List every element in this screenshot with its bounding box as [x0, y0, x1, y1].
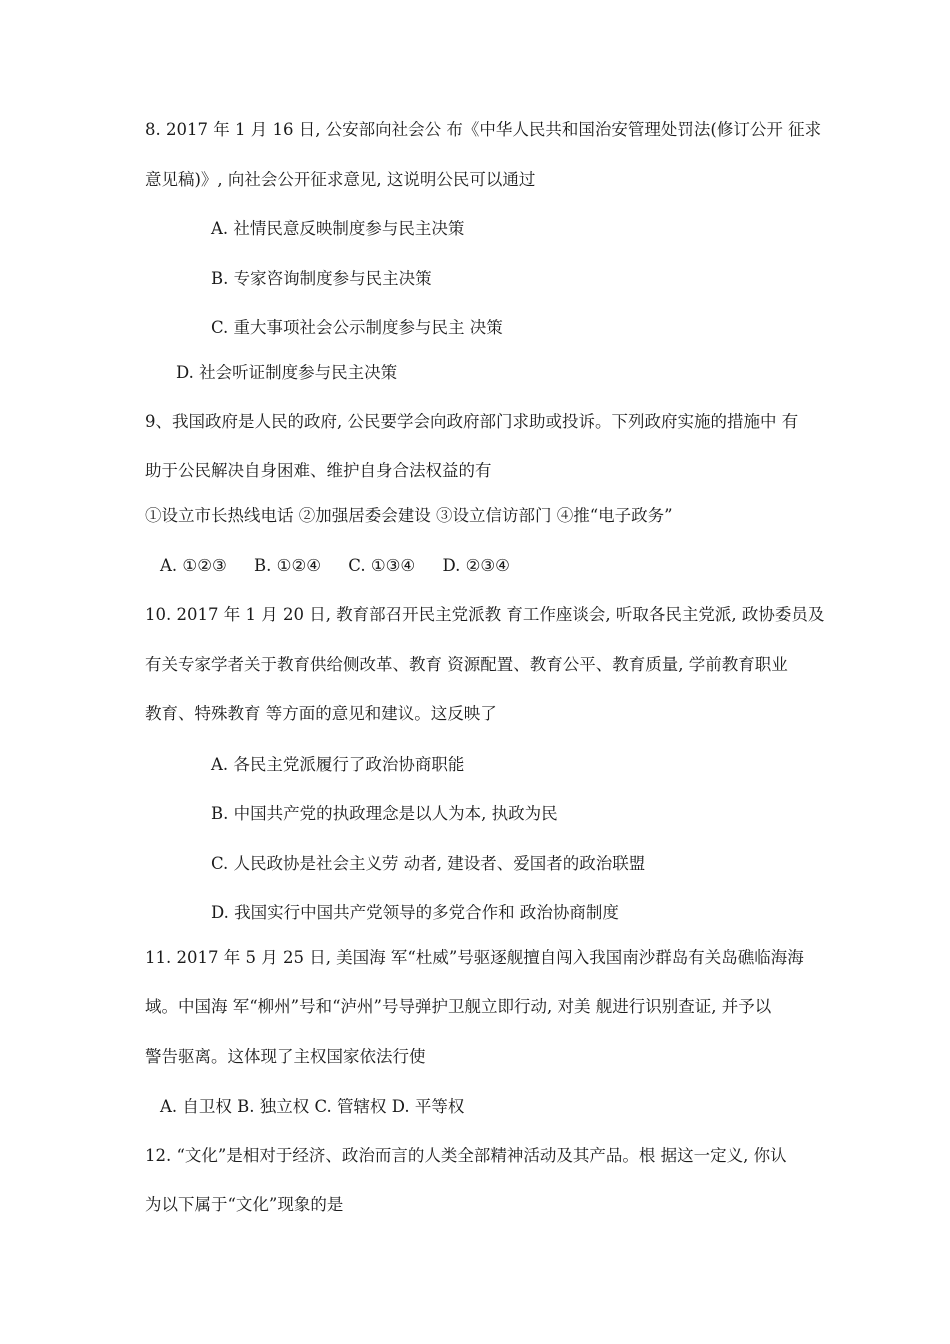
q11-stem-line-2: 域。中国海 军“柳州”号和“泸州”号导弹护卫舰立即行动, 对美 舰进行识别查证, 并予以: [145, 997, 772, 1016]
q9-option-b: B. ①②④: [254, 556, 322, 575]
q10-option-b: B. 中国共产党的执政理念是以人为本, 执政为民: [211, 804, 558, 823]
q8-stem-line-1: 8. 2017 年 1 月 16 日, 公安部向社会公 布《中华人民共和国治安管理处罚法(修订公开 征求: [145, 120, 822, 139]
q10-stem-line-1: 10. 2017 年 1 月 20 日, 教育部召开民主党派教 育工作座谈会, 听取各民主党派, 政协委员及: [145, 605, 825, 624]
q9-stem-line-2: 助于公民解决自身困难、维护自身合法权益的有: [145, 461, 492, 480]
q9-option-d: D. ②③④: [442, 556, 510, 575]
q10-option-c: C. 人民政协是社会主义劳 动者, 建设者、爱国者的政治联盟: [211, 854, 646, 873]
q9-option-a: A. ①②③: [160, 556, 227, 575]
q8-option-c: C. 重大事项社会公示制度参与民主 决策: [211, 318, 503, 337]
q8-stem-line-2: 意见稿)》, 向社会公开征求意见, 这说明公民可以通过: [145, 170, 536, 189]
q9-options-row: [160, 555, 532, 577]
q11-options-row: A. 自卫权 B. 独立权 C. 管辖权 D. 平等权: [160, 1097, 465, 1116]
q9-stem-line-3: ①设立市长热线电话 ②加强居委会建设 ③设立信访部门 ④推“电子政务”: [145, 506, 673, 525]
q10-stem-line-2: 有关专家学者关于教育供给侧改革、教育 资源配置、教育公平、教育质量, 学前教育职业: [145, 655, 788, 674]
q12-stem-line-1: 12. “文化”是相对于经济、政治而言的人类全部精神活动及其产品。根 据这一定义, 你认: [145, 1146, 787, 1165]
q9-option-c: C. ①③④: [348, 556, 416, 575]
q10-option-a: A. 各民主党派履行了政治协商职能: [211, 755, 465, 774]
q8-option-a: A. 社情民意反映制度参与民主决策: [211, 219, 465, 238]
q12-stem-line-2: 为以下属于“文化”现象的是: [145, 1195, 344, 1214]
q8-option-b: B. 专家咨询制度参与民主决策: [211, 269, 432, 288]
q9-stem-line-1: 9、我国政府是人民的政府, 公民要学会向政府部门求助或投诉。下列政府实施的措施中 有: [145, 412, 799, 431]
q11-stem-line-1: 11. 2017 年 5 月 25 日, 美国海 军“杜威”号驱逐舰擅自闯入我国南沙群岛有关岛礁临海海: [145, 948, 804, 967]
q8-option-d: D. 社会听证制度参与民主决策: [176, 363, 398, 382]
q10-stem-line-3: 教育、特殊教育 等方面的意见和建议。这反映了: [145, 704, 497, 723]
q10-option-d: D. 我国实行中国共产党领导的多党合作和 政治协商制度: [211, 903, 619, 922]
q11-stem-line-3: 警告驱离。这体现了主权国家依法行使: [145, 1047, 426, 1066]
